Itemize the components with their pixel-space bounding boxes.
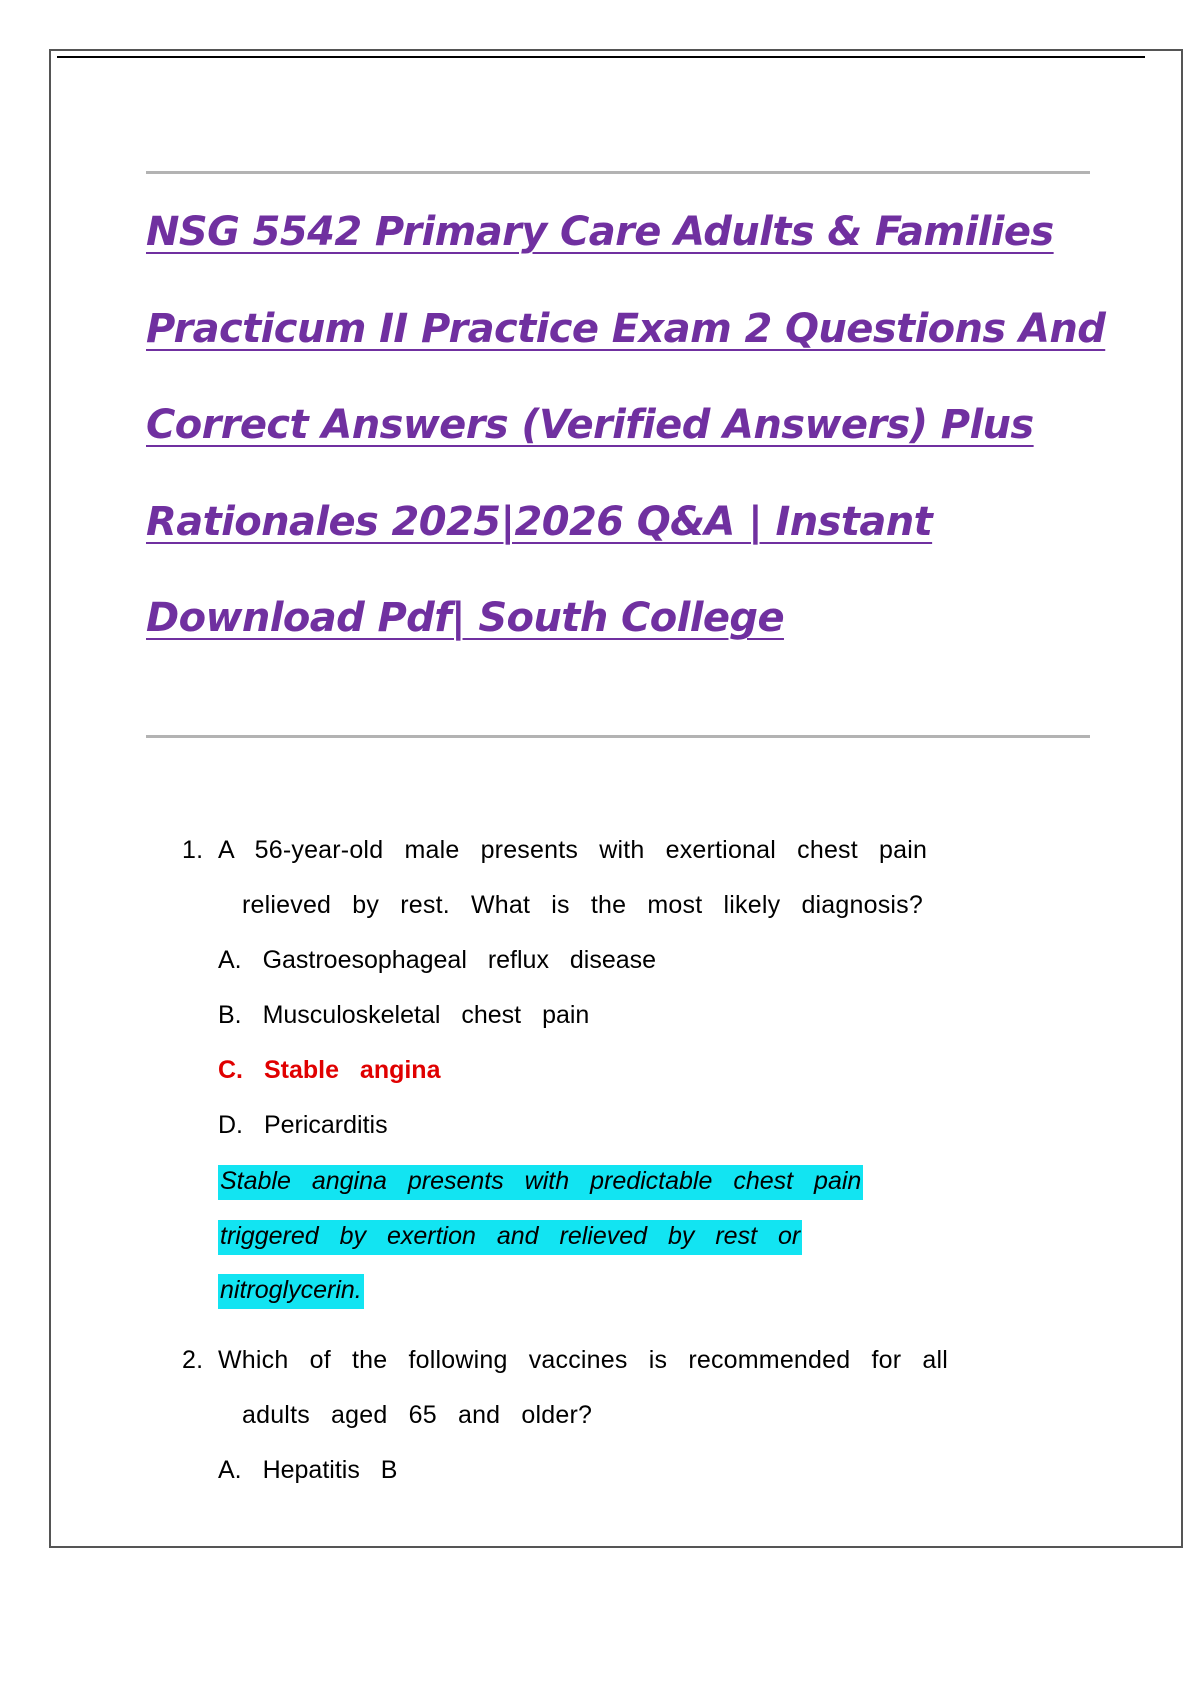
- title-line: Correct Answers (Verified Answers) Plus: [146, 402, 1034, 448]
- title-line: NSG 5542 Primary Care Adults & Families: [146, 209, 1054, 255]
- document-title: [146, 208, 1106, 667]
- title-line: Rationales 2025|2026 Q&A | Instant: [146, 498, 933, 545]
- answer-option: B. Musculoskeletal chest pain: [218, 1001, 590, 1029]
- title-line: Practicum II Practice Exam 2 Questions And: [146, 305, 1106, 352]
- title-line: Download Pdf| South College: [146, 595, 784, 641]
- question-stem: adults aged 65 and older?: [242, 1401, 593, 1429]
- question-stem: A 56-year-old male presents with exertional chest pain: [218, 836, 928, 864]
- question-number: 1.: [182, 836, 204, 864]
- rationale-line: Stable angina presents with predictable chest pain: [218, 1165, 863, 1200]
- question-stem: relieved by rest. What is the most likely diagnosis?: [242, 891, 923, 919]
- title-top-divider: [146, 171, 1090, 174]
- rationale-line: triggered by exertion and relieved by rest or: [218, 1220, 802, 1255]
- header-rule: [57, 56, 1145, 58]
- question-stem: Which of the following vaccines is recommended for all: [218, 1346, 949, 1374]
- rationale-line: nitroglycerin.: [218, 1274, 364, 1309]
- answer-option: A. Hepatitis B: [218, 1456, 398, 1484]
- correct-answer-option: C. Stable angina: [218, 1056, 441, 1084]
- title-bottom-divider: [146, 735, 1090, 738]
- answer-option: A. Gastroesophageal reflux disease: [218, 946, 657, 974]
- question-number: 2.: [182, 1346, 204, 1374]
- answer-option: D. Pericarditis: [218, 1111, 388, 1139]
